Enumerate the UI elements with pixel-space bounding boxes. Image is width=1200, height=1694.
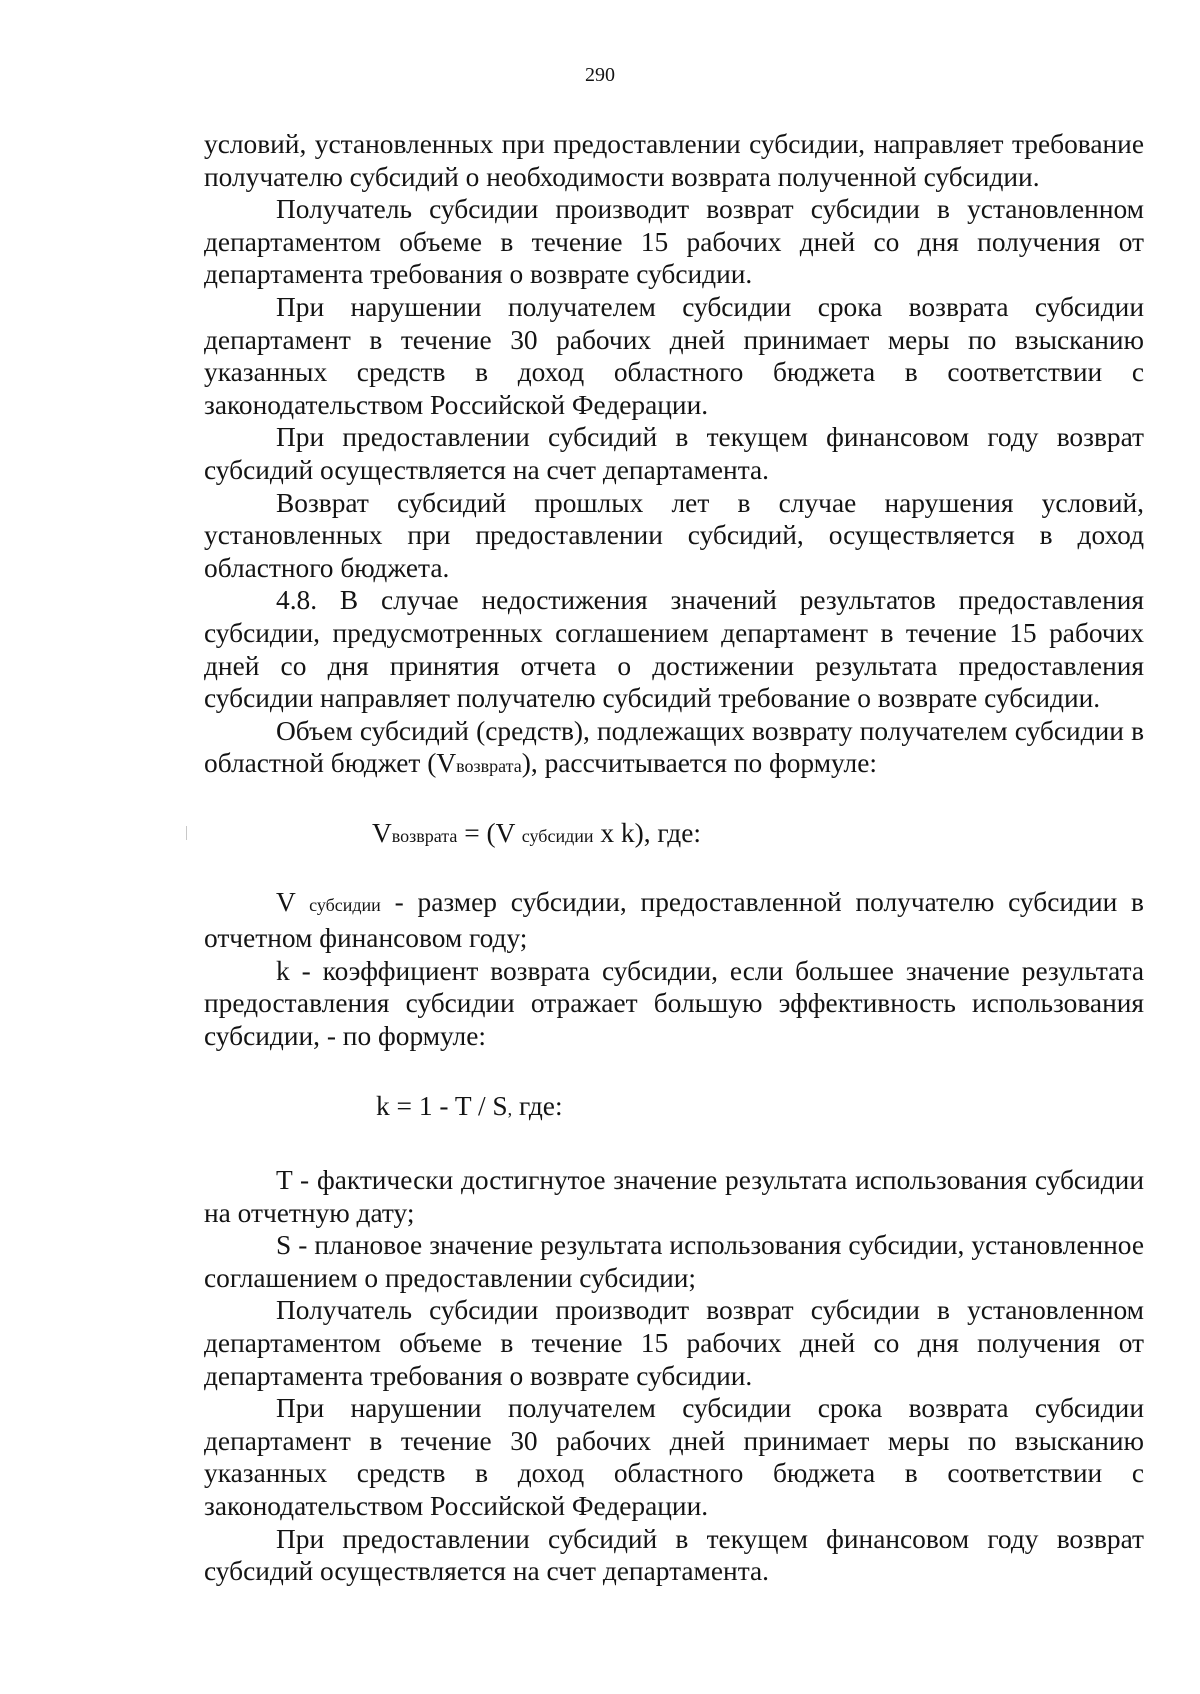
paragraph-recovery: При нарушении получателем субсидии срока возврата субсидии департамент в течение 30 рабочих дней принимает меры по взысканию указанных средств в доход областного бюджета в соответствии с законодательством Российской Федерации. — [204, 291, 1144, 420]
paragraph-refund-term: Получатель субсидии производит возврат субсидии в установленном департаментом объеме в течение 15 рабочих дней со дня получения от департамента требования о возврате субсидии. — [204, 194, 1144, 290]
paragraph-refund-volume — [204, 715, 1144, 783]
formula-end: x k), где: — [593, 817, 701, 848]
definition-v-subscript: субсидии — [309, 895, 381, 916]
paragraph-current-year-refund-2: При предоставлении субсидий в текущем финансовом году возврат субсидий осуществляется на счет департамента. — [204, 1523, 1144, 1587]
scan-margin-mark — [186, 826, 187, 840]
page-number: 290 — [585, 64, 615, 86]
formula-k-end: где: — [512, 1091, 563, 1122]
formula-middle: = (V — [457, 817, 522, 848]
definition-k: k - коэффициент возврата субсидии, если большее значение результата предоставления субсидии отражает большую эффективность использования субсидии, - по формуле: — [204, 955, 1144, 1051]
paragraph-continuation: условий, установленных при предоставлении субсидии, направляет требование получателю субсидий о необходимости возврата полученной субсидии. — [204, 129, 1144, 192]
paragraph-current-year-refund: При предоставлении субсидий в текущем финансовом году возврат субсидий осуществляется на счет департамента. — [204, 422, 1144, 485]
paragraph-refund-volume-end: ), рассчитывается по формуле: — [521, 748, 877, 779]
definition-v-symbol: V — [276, 887, 310, 918]
definition-v-subsidii — [204, 886, 1144, 954]
formula-k-subscript: , — [507, 1099, 513, 1120]
definition-v-text: - размер субсидии, предоставленной получателю субсидии в отчетном финансовом году; — [204, 887, 1144, 954]
paragraph-previous-years-refund: Возврат субсидий прошлых лет в случае нарушения условий, установленных при предоставлении субсидий, осуществляется в доход областного бюджета. — [204, 487, 1144, 583]
paragraph-refund-term-2: Получатель субсидии производит возврат субсидии в установленном департаментом объеме в течение 15 рабочих дней со дня получения от департамента требования о возврате субсидии. — [204, 1295, 1144, 1391]
definition-t: T - фактически достигнутое значение результата использования субсидии на отчетную дату; — [204, 1165, 1144, 1228]
formula-k — [204, 1090, 1144, 1126]
formula-subscript-subsidii: субсидии — [521, 825, 594, 846]
formula-subscript-vozvrata: возврата — [391, 825, 458, 846]
formula-k-main: k = 1 - T / S — [376, 1091, 508, 1122]
subscript-vozvrata: возврата — [456, 756, 522, 777]
definition-s: S - плановое значение результата использования субсидии, установленное соглашением о предоставлении субсидии; — [204, 1230, 1144, 1293]
paragraph-4-8: 4.8. В случае недостижения значений результатов предоставления субсидии, предусмотренных соглашением департамент в течение 15 рабочих дней со дня принятия отчета о достижении результата предоставления субсидии направляет получателю субсидий требование о возврате субсидии. — [204, 585, 1144, 714]
paragraph-refund-volume-text: Объем субсидий (средств), подлежащих возврату получателем субсидии в областной бюджет (V — [204, 715, 1144, 779]
formula-v: V — [372, 817, 392, 848]
document-body — [204, 128, 1144, 1588]
paragraph-recovery-2: При нарушении получателем субсидии срока возврата субсидии департамент в течение 30 рабочих дней принимает меры по взысканию указанных средств в доход областного бюджета в соответствии с законодательством Российской Федерации. — [204, 1393, 1144, 1521]
formula-refund-volume — [204, 817, 1144, 853]
